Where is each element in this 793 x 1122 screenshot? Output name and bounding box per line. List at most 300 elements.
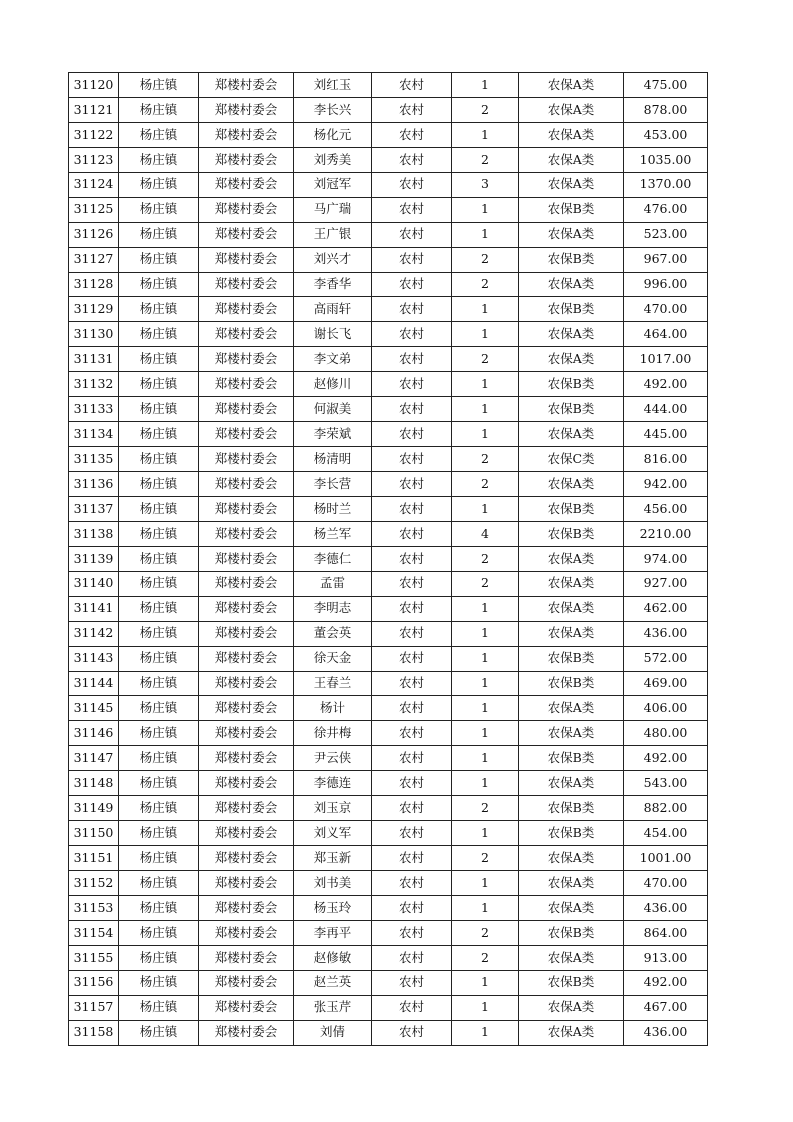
insurance-category-cell: 农保A类 [519,147,624,172]
village-committee-cell: 郑楼村委会 [199,197,294,222]
village-committee-cell: 郑楼村委会 [199,447,294,472]
amount-cell: 878.00 [624,97,708,122]
serial-number-cell: 31120 [69,73,119,98]
table-row [69,447,708,472]
town-cell: 杨庄镇 [119,846,199,871]
household-size-cell: 1 [452,621,519,646]
name-cell: 马广瑞 [294,197,372,222]
name-cell: 高雨轩 [294,297,372,322]
village-committee-cell: 郑楼村委会 [199,721,294,746]
town-cell: 杨庄镇 [119,771,199,796]
town-cell: 杨庄镇 [119,696,199,721]
household-size-cell: 2 [452,846,519,871]
insurance-category-cell: 农保B类 [519,646,624,671]
village-committee-cell: 郑楼村委会 [199,671,294,696]
name-cell: 杨清明 [294,447,372,472]
village-committee-cell: 郑楼村委会 [199,147,294,172]
town-cell: 杨庄镇 [119,521,199,546]
area-type-cell: 农村 [372,596,452,621]
village-committee-cell: 郑楼村委会 [199,297,294,322]
village-committee-cell: 郑楼村委会 [199,945,294,970]
area-type-cell: 农村 [372,871,452,896]
area-type-cell: 农村 [372,97,452,122]
name-cell: 刘秀美 [294,147,372,172]
village-committee-cell: 郑楼村委会 [199,995,294,1020]
insurance-category-cell: 农保C类 [519,447,624,472]
amount-cell: 816.00 [624,447,708,472]
village-committee-cell: 郑楼村委会 [199,172,294,197]
village-committee-cell: 郑楼村委会 [199,846,294,871]
serial-number-cell: 31130 [69,322,119,347]
area-type-cell: 农村 [372,546,452,571]
amount-cell: 974.00 [624,546,708,571]
area-type-cell: 农村 [372,671,452,696]
serial-number-cell: 31150 [69,821,119,846]
town-cell: 杨庄镇 [119,796,199,821]
household-size-cell: 1 [452,197,519,222]
serial-number-cell: 31125 [69,197,119,222]
amount-cell: 436.00 [624,895,708,920]
name-cell: 李文弟 [294,347,372,372]
insurance-category-cell: 农保B类 [519,496,624,521]
town-cell: 杨庄镇 [119,895,199,920]
amount-cell: 436.00 [624,621,708,646]
area-type-cell: 农村 [372,472,452,497]
town-cell: 杨庄镇 [119,621,199,646]
insurance-category-cell: 农保A类 [519,172,624,197]
area-type-cell: 农村 [372,1020,452,1045]
household-size-cell: 1 [452,696,519,721]
amount-cell: 1370.00 [624,172,708,197]
insurance-category-cell: 农保A类 [519,895,624,920]
serial-number-cell: 31129 [69,297,119,322]
name-cell: 刘冠军 [294,172,372,197]
serial-number-cell: 31154 [69,920,119,945]
amount-cell: 492.00 [624,372,708,397]
area-type-cell: 农村 [372,646,452,671]
village-committee-cell: 郑楼村委会 [199,771,294,796]
name-cell: 何淑美 [294,397,372,422]
table-row [69,496,708,521]
table-row [69,671,708,696]
insurance-category-cell: 农保B类 [519,970,624,995]
town-cell: 杨庄镇 [119,746,199,771]
amount-cell: 1001.00 [624,846,708,871]
amount-cell: 470.00 [624,871,708,896]
serial-number-cell: 31142 [69,621,119,646]
name-cell: 李长兴 [294,97,372,122]
area-type-cell: 农村 [372,496,452,521]
table-row [69,372,708,397]
household-size-cell: 2 [452,272,519,297]
village-committee-cell: 郑楼村委会 [199,122,294,147]
name-cell: 杨时兰 [294,496,372,521]
area-type-cell: 农村 [372,197,452,222]
serial-number-cell: 31123 [69,147,119,172]
village-committee-cell: 郑楼村委会 [199,222,294,247]
village-committee-cell: 郑楼村委会 [199,871,294,896]
household-size-cell: 2 [452,347,519,372]
town-cell: 杨庄镇 [119,821,199,846]
area-type-cell: 农村 [372,746,452,771]
amount-cell: 476.00 [624,197,708,222]
table-row [69,546,708,571]
table-row [69,297,708,322]
serial-number-cell: 31156 [69,970,119,995]
household-size-cell: 1 [452,721,519,746]
amount-cell: 453.00 [624,122,708,147]
table-row [69,621,708,646]
name-cell: 王广银 [294,222,372,247]
table-row [69,472,708,497]
town-cell: 杨庄镇 [119,372,199,397]
household-size-cell: 1 [452,372,519,397]
amount-cell: 406.00 [624,696,708,721]
village-committee-cell: 郑楼村委会 [199,646,294,671]
name-cell: 赵修川 [294,372,372,397]
town-cell: 杨庄镇 [119,871,199,896]
amount-cell: 492.00 [624,970,708,995]
table-row [69,97,708,122]
amount-cell: 864.00 [624,920,708,945]
serial-number-cell: 31127 [69,247,119,272]
amount-cell: 492.00 [624,746,708,771]
table-row [69,895,708,920]
area-type-cell: 农村 [372,995,452,1020]
household-size-cell: 1 [452,1020,519,1045]
town-cell: 杨庄镇 [119,671,199,696]
table-row [69,521,708,546]
amount-cell: 1017.00 [624,347,708,372]
household-size-cell: 1 [452,397,519,422]
area-type-cell: 农村 [372,821,452,846]
table-row [69,871,708,896]
amount-cell: 462.00 [624,596,708,621]
insurance-category-cell: 农保A类 [519,272,624,297]
insurance-category-cell: 农保A类 [519,1020,624,1045]
name-cell: 徐井梅 [294,721,372,746]
amount-cell: 942.00 [624,472,708,497]
area-type-cell: 农村 [372,895,452,920]
household-size-cell: 1 [452,422,519,447]
town-cell: 杨庄镇 [119,247,199,272]
serial-number-cell: 31132 [69,372,119,397]
area-type-cell: 农村 [372,970,452,995]
name-cell: 李香华 [294,272,372,297]
insurance-category-cell: 农保A类 [519,945,624,970]
area-type-cell: 农村 [372,73,452,98]
insurance-category-cell: 农保A类 [519,696,624,721]
serial-number-cell: 31131 [69,347,119,372]
insurance-category-cell: 农保A类 [519,621,624,646]
household-size-cell: 1 [452,122,519,147]
table-row [69,995,708,1020]
serial-number-cell: 31153 [69,895,119,920]
name-cell: 李长营 [294,472,372,497]
serial-number-cell: 31137 [69,496,119,521]
insurance-category-cell: 农保A类 [519,871,624,896]
table-row [69,796,708,821]
village-committee-cell: 郑楼村委会 [199,347,294,372]
town-cell: 杨庄镇 [119,272,199,297]
serial-number-cell: 31141 [69,596,119,621]
village-committee-cell: 郑楼村委会 [199,546,294,571]
name-cell: 孟雷 [294,571,372,596]
serial-number-cell: 31134 [69,422,119,447]
insurance-category-cell: 农保B类 [519,746,624,771]
name-cell: 刘义军 [294,821,372,846]
village-committee-cell: 郑楼村委会 [199,247,294,272]
area-type-cell: 农村 [372,147,452,172]
insurance-category-cell: 农保A类 [519,995,624,1020]
area-type-cell: 农村 [372,521,452,546]
town-cell: 杨庄镇 [119,73,199,98]
insurance-category-cell: 农保A类 [519,422,624,447]
serial-number-cell: 31139 [69,546,119,571]
area-type-cell: 农村 [372,372,452,397]
household-size-cell: 1 [452,297,519,322]
name-cell: 徐天金 [294,646,372,671]
name-cell: 刘倩 [294,1020,372,1045]
insurance-category-cell: 农保B类 [519,397,624,422]
household-size-cell: 2 [452,147,519,172]
household-size-cell: 3 [452,172,519,197]
insurance-category-cell: 农保B类 [519,297,624,322]
village-committee-cell: 郑楼村委会 [199,796,294,821]
serial-number-cell: 31121 [69,97,119,122]
table-row [69,596,708,621]
town-cell: 杨庄镇 [119,1020,199,1045]
town-cell: 杨庄镇 [119,721,199,746]
town-cell: 杨庄镇 [119,571,199,596]
table-row [69,821,708,846]
town-cell: 杨庄镇 [119,97,199,122]
village-committee-cell: 郑楼村委会 [199,372,294,397]
area-type-cell: 农村 [372,272,452,297]
amount-cell: 523.00 [624,222,708,247]
area-type-cell: 农村 [372,571,452,596]
amount-cell: 475.00 [624,73,708,98]
village-committee-cell: 郑楼村委会 [199,521,294,546]
amount-cell: 913.00 [624,945,708,970]
household-size-cell: 1 [452,496,519,521]
insurance-category-cell: 农保A类 [519,347,624,372]
name-cell: 尹云侠 [294,746,372,771]
household-size-cell: 2 [452,945,519,970]
household-size-cell: 1 [452,596,519,621]
household-size-cell: 1 [452,871,519,896]
town-cell: 杨庄镇 [119,122,199,147]
serial-number-cell: 31155 [69,945,119,970]
table-row [69,122,708,147]
table-row [69,247,708,272]
area-type-cell: 农村 [372,247,452,272]
town-cell: 杨庄镇 [119,945,199,970]
serial-number-cell: 31148 [69,771,119,796]
household-size-cell: 1 [452,771,519,796]
serial-number-cell: 31144 [69,671,119,696]
insurance-category-cell: 农保A类 [519,73,624,98]
serial-number-cell: 31122 [69,122,119,147]
serial-number-cell: 31146 [69,721,119,746]
table-row [69,172,708,197]
area-type-cell: 农村 [372,122,452,147]
insurance-category-cell: 农保A类 [519,546,624,571]
name-cell: 张玉芹 [294,995,372,1020]
town-cell: 杨庄镇 [119,472,199,497]
table-row [69,1020,708,1045]
village-committee-cell: 郑楼村委会 [199,970,294,995]
table-row [69,222,708,247]
area-type-cell: 农村 [372,347,452,372]
name-cell: 王春兰 [294,671,372,696]
table-row [69,646,708,671]
town-cell: 杨庄镇 [119,222,199,247]
household-size-cell: 2 [452,920,519,945]
amount-cell: 1035.00 [624,147,708,172]
area-type-cell: 农村 [372,297,452,322]
table-row [69,322,708,347]
serial-number-cell: 31143 [69,646,119,671]
village-committee-cell: 郑楼村委会 [199,621,294,646]
insurance-category-cell: 农保B类 [519,372,624,397]
name-cell: 赵兰英 [294,970,372,995]
table-row [69,970,708,995]
amount-cell: 2210.00 [624,521,708,546]
table-row [69,147,708,172]
household-size-cell: 2 [452,546,519,571]
serial-number-cell: 31133 [69,397,119,422]
amount-cell: 996.00 [624,272,708,297]
town-cell: 杨庄镇 [119,970,199,995]
household-size-cell: 1 [452,73,519,98]
household-size-cell: 1 [452,995,519,1020]
insurance-category-cell: 农保A类 [519,472,624,497]
town-cell: 杨庄镇 [119,496,199,521]
table-row [69,397,708,422]
village-committee-cell: 郑楼村委会 [199,322,294,347]
serial-number-cell: 31151 [69,846,119,871]
insurance-category-cell: 农保A类 [519,596,624,621]
roster-table [68,72,708,1046]
insurance-category-cell: 农保A类 [519,222,624,247]
name-cell: 杨玉玲 [294,895,372,920]
household-size-cell: 1 [452,646,519,671]
name-cell: 刘红玉 [294,73,372,98]
village-committee-cell: 郑楼村委会 [199,496,294,521]
area-type-cell: 农村 [372,796,452,821]
town-cell: 杨庄镇 [119,546,199,571]
village-committee-cell: 郑楼村委会 [199,920,294,945]
amount-cell: 927.00 [624,571,708,596]
village-committee-cell: 郑楼村委会 [199,821,294,846]
serial-number-cell: 31145 [69,696,119,721]
area-type-cell: 农村 [372,771,452,796]
name-cell: 刘兴才 [294,247,372,272]
insurance-category-cell: 农保A类 [519,97,624,122]
table-row [69,920,708,945]
table-row [69,347,708,372]
serial-number-cell: 31138 [69,521,119,546]
name-cell: 郑玉新 [294,846,372,871]
town-cell: 杨庄镇 [119,596,199,621]
area-type-cell: 农村 [372,322,452,347]
town-cell: 杨庄镇 [119,995,199,1020]
area-type-cell: 农村 [372,721,452,746]
amount-cell: 464.00 [624,322,708,347]
table-row [69,422,708,447]
name-cell: 杨兰军 [294,521,372,546]
household-size-cell: 4 [452,521,519,546]
household-size-cell: 1 [452,821,519,846]
household-size-cell: 2 [452,472,519,497]
town-cell: 杨庄镇 [119,322,199,347]
household-size-cell: 1 [452,895,519,920]
household-size-cell: 1 [452,746,519,771]
serial-number-cell: 31124 [69,172,119,197]
amount-cell: 469.00 [624,671,708,696]
name-cell: 董会英 [294,621,372,646]
insurance-category-cell: 农保B类 [519,671,624,696]
area-type-cell: 农村 [372,172,452,197]
insurance-category-cell: 农保A类 [519,721,624,746]
serial-number-cell: 31152 [69,871,119,896]
name-cell: 李德连 [294,771,372,796]
name-cell: 李再平 [294,920,372,945]
town-cell: 杨庄镇 [119,172,199,197]
village-committee-cell: 郑楼村委会 [199,895,294,920]
household-size-cell: 1 [452,222,519,247]
town-cell: 杨庄镇 [119,347,199,372]
serial-number-cell: 31135 [69,447,119,472]
town-cell: 杨庄镇 [119,447,199,472]
village-committee-cell: 郑楼村委会 [199,596,294,621]
household-size-cell: 1 [452,671,519,696]
table-row [69,945,708,970]
serial-number-cell: 31147 [69,746,119,771]
town-cell: 杨庄镇 [119,197,199,222]
household-size-cell: 2 [452,447,519,472]
area-type-cell: 农村 [372,447,452,472]
household-size-cell: 1 [452,970,519,995]
amount-cell: 467.00 [624,995,708,1020]
serial-number-cell: 31136 [69,472,119,497]
serial-number-cell: 31158 [69,1020,119,1045]
table-row [69,846,708,871]
area-type-cell: 农村 [372,397,452,422]
serial-number-cell: 31140 [69,571,119,596]
village-committee-cell: 郑楼村委会 [199,272,294,297]
area-type-cell: 农村 [372,945,452,970]
village-committee-cell: 郑楼村委会 [199,397,294,422]
village-committee-cell: 郑楼村委会 [199,1020,294,1045]
household-size-cell: 2 [452,247,519,272]
area-type-cell: 农村 [372,846,452,871]
household-size-cell: 2 [452,796,519,821]
insurance-category-cell: 农保B类 [519,197,624,222]
name-cell: 杨计 [294,696,372,721]
village-committee-cell: 郑楼村委会 [199,746,294,771]
name-cell: 杨化元 [294,122,372,147]
area-type-cell: 农村 [372,422,452,447]
insurance-category-cell: 农保B类 [519,920,624,945]
insurance-category-cell: 农保A类 [519,846,624,871]
amount-cell: 456.00 [624,496,708,521]
town-cell: 杨庄镇 [119,422,199,447]
amount-cell: 882.00 [624,796,708,821]
insurance-category-cell: 农保B类 [519,521,624,546]
insurance-category-cell: 农保A类 [519,122,624,147]
